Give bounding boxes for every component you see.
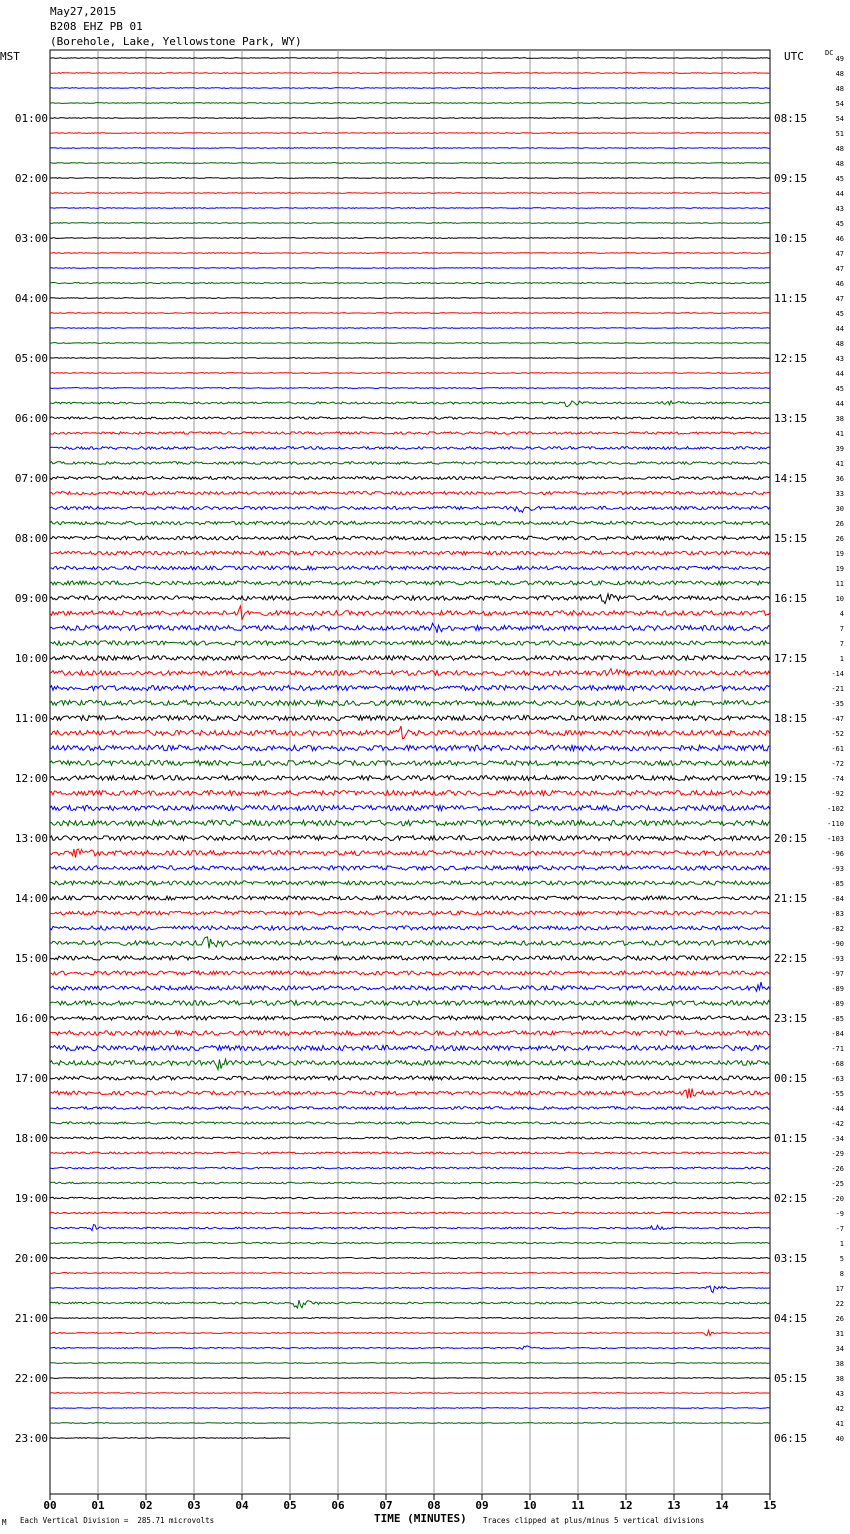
- dc-offset-label: -9: [835, 1210, 844, 1218]
- seismic-trace: [50, 1107, 770, 1110]
- x-tick-label: 09: [475, 1499, 489, 1512]
- seismic-trace: [50, 298, 770, 299]
- x-tick-label: 03: [187, 1499, 201, 1512]
- left-axis-label: MST: [0, 50, 20, 63]
- seismic-trace: [50, 432, 770, 434]
- utc-hour-label: 10:15: [774, 232, 808, 245]
- seismic-trace: [50, 641, 770, 645]
- seismic-trace: [50, 1137, 770, 1139]
- seismic-trace: [50, 836, 770, 841]
- utc-hour-label: 14:15: [774, 472, 808, 485]
- dc-offset-label: 48: [835, 70, 844, 78]
- seismic-trace: [50, 1423, 770, 1424]
- seismic-trace: [50, 268, 770, 269]
- dc-offset-label: -34: [831, 1135, 844, 1143]
- mst-hour-label: 01:00: [14, 112, 48, 125]
- mst-hour-label: 19:00: [14, 1192, 48, 1205]
- utc-hour-label: 18:15: [774, 712, 808, 725]
- scale-note: Each Vertical Division = 285.71 microvolts: [20, 1516, 215, 1525]
- dc-offset-label: 4: [839, 610, 844, 618]
- seismic-trace: [50, 223, 770, 224]
- utc-hour-label: 17:15: [774, 652, 808, 665]
- dc-offset-label: 38: [835, 415, 844, 423]
- dc-offset-label: -44: [831, 1105, 844, 1113]
- dc-offset-label: -84: [831, 1030, 844, 1038]
- seismic-trace: [50, 417, 770, 419]
- utc-hour-label: 09:15: [774, 172, 808, 185]
- right-axis-label: UTC: [784, 50, 804, 63]
- dc-offset-label: 26: [835, 1315, 844, 1323]
- dc-offset-label: 47: [835, 265, 844, 273]
- x-tick-label: 00: [43, 1499, 57, 1512]
- utc-hour-label: 16:15: [774, 592, 808, 605]
- dc-offset-label: -47: [831, 715, 844, 723]
- dc-offset-label: -97: [831, 970, 844, 978]
- seismic-trace: [50, 1076, 770, 1080]
- dc-offset-label: 43: [835, 355, 844, 363]
- seismic-trace: [50, 551, 770, 555]
- x-tick-label: 13: [667, 1499, 681, 1512]
- x-tick-label: 04: [235, 1499, 249, 1512]
- seismic-trace: [50, 669, 770, 676]
- seismic-trace: [50, 1001, 770, 1006]
- seismic-trace: [50, 726, 770, 739]
- seismic-trace: [50, 1122, 770, 1124]
- x-tick-label: 15: [763, 1499, 777, 1512]
- station-location: (Borehole, Lake, Yellowstone Park, WY): [50, 35, 302, 48]
- seismic-trace: [50, 148, 770, 149]
- small-mark: M: [2, 1518, 7, 1527]
- dc-offset-label: -7: [835, 1225, 844, 1233]
- dc-offset-label: 45: [835, 175, 844, 183]
- seismic-trace: [50, 971, 770, 975]
- seismic-trace: [50, 1225, 770, 1231]
- dc-offset-label: -35: [831, 700, 844, 708]
- dc-offset-label: -68: [831, 1060, 844, 1068]
- seismic-trace: [50, 656, 770, 661]
- utc-hour-label: 02:15: [774, 1192, 808, 1205]
- seismic-trace: [50, 1242, 770, 1243]
- dc-offset-label: 44: [835, 190, 844, 198]
- dc-offset-label: -14: [831, 670, 844, 678]
- seismic-trace: [50, 1212, 770, 1214]
- seismic-trace: [50, 1273, 770, 1274]
- dc-offset-label: 26: [835, 520, 844, 528]
- dc-offset-label: 7: [839, 640, 844, 648]
- utc-hour-label: 00:15: [774, 1072, 808, 1085]
- seismic-trace: [50, 937, 770, 948]
- dc-offset-label: -29: [831, 1150, 844, 1158]
- dc-offset-label: -89: [831, 1000, 844, 1008]
- dc-offset-label: 22: [835, 1300, 844, 1308]
- seismic-trace: [50, 462, 770, 465]
- mst-hour-label: 08:00: [14, 532, 48, 545]
- x-tick-label: 06: [331, 1499, 345, 1512]
- x-tick-label: 11: [571, 1499, 585, 1512]
- seismic-trace: [50, 58, 770, 59]
- utc-hour-label: 23:15: [774, 1012, 808, 1025]
- dc-offset-label: 44: [835, 325, 844, 333]
- seismic-trace: [50, 447, 770, 450]
- seismic-trace: [50, 282, 770, 283]
- mst-hour-label: 09:00: [14, 592, 48, 605]
- dc-offset-label: -96: [831, 850, 844, 858]
- dc-offset-label: -84: [831, 895, 844, 903]
- dc-offset-label: 26: [835, 535, 844, 543]
- seismic-trace: [50, 911, 770, 915]
- seismic-trace: [50, 313, 770, 314]
- dc-offset-label: 1: [839, 1240, 844, 1248]
- mst-hour-label: 14:00: [14, 892, 48, 905]
- seismic-trace: [50, 1182, 770, 1184]
- utc-hour-label: 13:15: [774, 412, 808, 425]
- seismic-trace: [50, 685, 770, 690]
- seismic-trace: [50, 1438, 290, 1439]
- seismic-trace: [50, 1059, 770, 1070]
- seismic-trace: [50, 716, 770, 721]
- seismic-trace: [50, 606, 770, 620]
- dc-offset-label: -102: [827, 805, 844, 813]
- dc-offset-label: -63: [831, 1075, 844, 1083]
- x-tick-label: 14: [715, 1499, 729, 1512]
- dc-offset-label: 51: [835, 130, 844, 138]
- dc-offset-label: -20: [831, 1195, 844, 1203]
- mst-hour-label: 02:00: [14, 172, 48, 185]
- dc-offset-label: 5: [839, 1255, 844, 1263]
- dc-offset-label: -26: [831, 1165, 844, 1173]
- plot-frame: [50, 50, 770, 1494]
- mst-hour-label: 17:00: [14, 1072, 48, 1085]
- dc-offset-label: 44: [835, 400, 844, 408]
- seismic-trace: [50, 1257, 770, 1258]
- seismic-trace: [50, 73, 770, 74]
- dc-offset-label: 8: [839, 1270, 844, 1278]
- seismic-trace: [50, 1378, 770, 1379]
- mst-hour-label: 11:00: [14, 712, 48, 725]
- dc-offset-label: -74: [831, 775, 844, 783]
- dc-offset-label: -103: [827, 835, 844, 843]
- seismic-trace: [50, 926, 770, 930]
- seismic-trace: [50, 521, 770, 525]
- clip-note: Traces clipped at plus/minus 5 vertical divisions: [483, 1516, 705, 1525]
- seismic-trace: [50, 373, 770, 374]
- x-tick-label: 10: [523, 1499, 537, 1512]
- mst-hour-label: 12:00: [14, 772, 48, 785]
- seismic-trace: [50, 982, 770, 991]
- seismic-trace: [50, 1363, 770, 1364]
- dc-offset-label: 46: [835, 280, 844, 288]
- dc-offset-label: 30: [835, 505, 844, 513]
- dc-offset-label: 47: [835, 250, 844, 258]
- seismic-trace: [50, 594, 770, 604]
- mst-hour-label: 22:00: [14, 1372, 48, 1385]
- dc-offset-label: -52: [831, 730, 844, 738]
- utc-hour-label: 01:15: [774, 1132, 808, 1145]
- utc-hour-label: 12:15: [774, 352, 808, 365]
- utc-hour-label: 20:15: [774, 832, 808, 845]
- dc-offset-label: 47: [835, 295, 844, 303]
- utc-hour-label: 21:15: [774, 892, 808, 905]
- dc-offset-label: 41: [835, 460, 844, 468]
- mst-hour-label: 05:00: [14, 352, 48, 365]
- mst-hour-label: 07:00: [14, 472, 48, 485]
- dc-offset-label: 7: [839, 625, 844, 633]
- dc-label: DC: [825, 49, 834, 57]
- seismic-trace: [50, 1408, 770, 1409]
- mst-hour-label: 18:00: [14, 1132, 48, 1145]
- mst-hour-label: 06:00: [14, 412, 48, 425]
- dc-offset-label: 17: [835, 1285, 844, 1293]
- dc-offset-label: 19: [835, 550, 844, 558]
- seismic-trace: [50, 1318, 770, 1319]
- dc-offset-label: 54: [835, 115, 844, 123]
- x-tick-label: 01: [91, 1499, 105, 1512]
- dc-offset-label: -25: [831, 1180, 844, 1188]
- utc-hour-label: 04:15: [774, 1312, 808, 1325]
- seismic-trace: [50, 791, 770, 796]
- seismic-trace: [50, 536, 770, 540]
- seismic-trace: [50, 1045, 770, 1050]
- dc-offset-label: 46: [835, 235, 844, 243]
- seismic-trace: [50, 238, 770, 239]
- mst-hour-label: 15:00: [14, 952, 48, 965]
- dc-offset-label: -72: [831, 760, 844, 768]
- x-tick-label: 07: [379, 1499, 393, 1512]
- seismic-trace: [50, 1167, 770, 1169]
- seismic-trace: [50, 820, 770, 826]
- dc-offset-label: 34: [835, 1345, 844, 1353]
- dc-offset-label: -71: [831, 1045, 844, 1053]
- dc-offset-label: 1: [839, 655, 844, 663]
- seismic-trace: [50, 956, 770, 960]
- dc-offset-label: 45: [835, 385, 844, 393]
- seismic-trace: [50, 133, 770, 134]
- dc-offset-label: -93: [831, 955, 844, 963]
- dc-offset-label: 33: [835, 490, 844, 498]
- utc-hour-label: 05:15: [774, 1372, 808, 1385]
- seismic-trace: [50, 208, 770, 209]
- dc-offset-label: -90: [831, 940, 844, 948]
- dc-offset-label: -82: [831, 925, 844, 933]
- seismic-trace: [50, 1088, 770, 1098]
- seismic-trace: [50, 88, 770, 89]
- seismic-trace: [50, 581, 770, 585]
- dc-offset-label: 10: [835, 595, 844, 603]
- dc-offset-label: -83: [831, 910, 844, 918]
- dc-offset-label: 40: [835, 1435, 844, 1443]
- dc-offset-label: 36: [835, 475, 844, 483]
- seismic-trace: [50, 849, 770, 858]
- dc-offset-label: 49: [835, 55, 844, 63]
- utc-hour-label: 06:15: [774, 1432, 808, 1445]
- utc-hour-label: 03:15: [774, 1252, 808, 1265]
- utc-hour-label: 08:15: [774, 112, 808, 125]
- dc-offset-label: 45: [835, 220, 844, 228]
- dc-offset-label: -89: [831, 985, 844, 993]
- mst-hour-label: 20:00: [14, 1252, 48, 1265]
- mst-hour-label: 23:00: [14, 1432, 48, 1445]
- dc-offset-label: 54: [835, 100, 844, 108]
- dc-offset-label: 45: [835, 310, 844, 318]
- seismic-trace: [50, 1016, 770, 1020]
- x-tick-label: 05: [283, 1499, 297, 1512]
- utc-hour-label: 19:15: [774, 772, 808, 785]
- dc-offset-label: 41: [835, 1420, 844, 1428]
- dc-offset-label: -85: [831, 1015, 844, 1023]
- seismic-trace: [50, 745, 770, 751]
- seismic-trace: [50, 491, 770, 494]
- dc-offset-label: 43: [835, 205, 844, 213]
- seismic-trace: [50, 761, 770, 766]
- seismic-trace: [50, 881, 770, 885]
- dc-offset-label: -55: [831, 1090, 844, 1098]
- seismic-trace: [50, 1300, 770, 1308]
- dc-offset-label: -110: [827, 820, 844, 828]
- utc-hour-label: 15:15: [774, 532, 808, 545]
- mst-hour-label: 04:00: [14, 292, 48, 305]
- seismic-trace: [50, 1346, 770, 1350]
- dc-offset-label: 38: [835, 1375, 844, 1383]
- dc-offset-label: 11: [835, 580, 844, 588]
- mst-hour-label: 13:00: [14, 832, 48, 845]
- seismic-trace: [50, 388, 770, 389]
- dc-offset-label: -21: [831, 685, 844, 693]
- dc-offset-label: 42: [835, 1405, 844, 1413]
- dc-offset-label: -42: [831, 1120, 844, 1128]
- mst-hour-label: 16:00: [14, 1012, 48, 1025]
- utc-hour-label: 11:15: [774, 292, 808, 305]
- seismic-trace: [50, 358, 770, 359]
- dc-offset-label: 44: [835, 370, 844, 378]
- seismic-trace: [50, 253, 770, 254]
- dc-offset-label: 48: [835, 85, 844, 93]
- seismic-trace: [50, 866, 770, 870]
- x-tick-label: 12: [619, 1499, 633, 1512]
- seismic-trace: [50, 566, 770, 570]
- dc-offset-label: 48: [835, 160, 844, 168]
- dc-offset-label: -85: [831, 880, 844, 888]
- seismic-trace: [50, 1393, 770, 1394]
- dc-offset-label: -93: [831, 865, 844, 873]
- seismic-trace: [50, 343, 770, 344]
- seismic-trace: [50, 103, 770, 104]
- mst-hour-label: 10:00: [14, 652, 48, 665]
- seismic-trace: [50, 193, 770, 194]
- seismic-trace: [50, 896, 770, 900]
- dc-offset-label: 19: [835, 565, 844, 573]
- seismic-trace: [50, 1197, 770, 1199]
- dc-offset-label: 48: [835, 145, 844, 153]
- x-tick-label: 08: [427, 1499, 441, 1512]
- dc-offset-label: 48: [835, 340, 844, 348]
- x-axis-title: TIME (MINUTES): [374, 1512, 467, 1525]
- dc-offset-label: 39: [835, 445, 844, 453]
- x-tick-label: 02: [139, 1499, 153, 1512]
- dc-offset-label: 43: [835, 1390, 844, 1398]
- seismic-trace: [50, 1330, 770, 1335]
- seismic-trace: [50, 178, 770, 179]
- seismic-trace: [50, 776, 770, 781]
- seismic-trace: [50, 163, 770, 164]
- seismic-trace: [50, 700, 770, 705]
- mst-hour-label: 03:00: [14, 232, 48, 245]
- seismic-trace: [50, 1031, 770, 1036]
- mst-hour-label: 21:00: [14, 1312, 48, 1325]
- seismic-trace: [50, 328, 770, 329]
- dc-offset-label: -92: [831, 790, 844, 798]
- chart-date: May27,2015: [50, 5, 117, 18]
- dc-offset-label: 38: [835, 1360, 844, 1368]
- seismic-trace: [50, 1152, 770, 1154]
- seismic-trace: [50, 118, 770, 119]
- seismic-trace: [50, 506, 770, 512]
- utc-hour-label: 22:15: [774, 952, 808, 965]
- seismic-trace: [50, 401, 770, 407]
- seismic-trace: [50, 623, 770, 633]
- seismic-trace: [50, 477, 770, 480]
- dc-offset-label: -61: [831, 745, 844, 753]
- dc-offset-label: 31: [835, 1330, 844, 1338]
- dc-offset-label: 41: [835, 430, 844, 438]
- seismic-trace: [50, 805, 770, 810]
- station-code: B208 EHZ PB 01: [50, 20, 143, 33]
- seismic-trace: [50, 1286, 770, 1293]
